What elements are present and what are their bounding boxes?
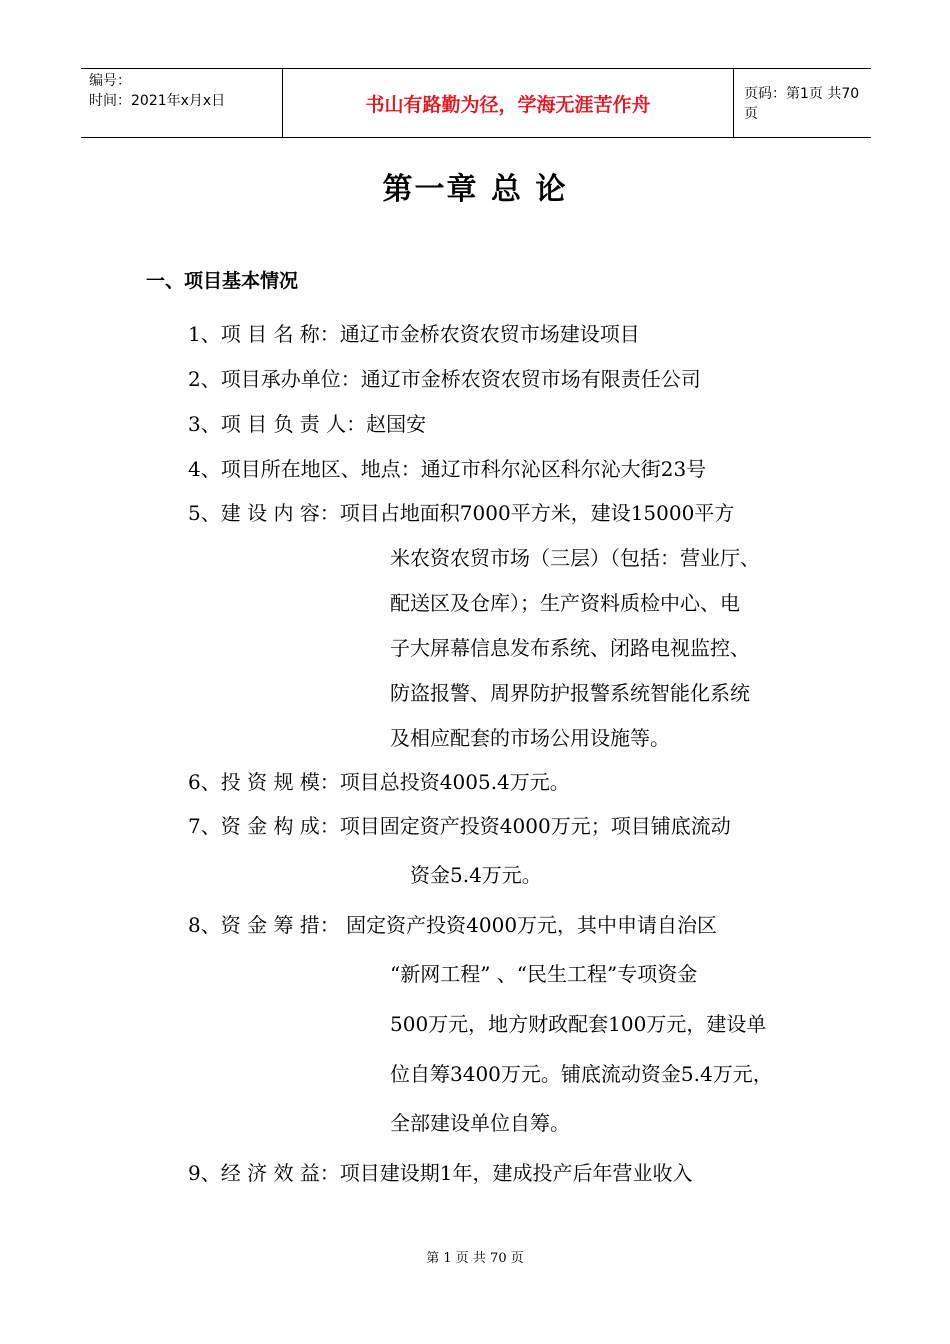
item-fund-raising-cont: 500万元，地方财政配套100万元，建设单: [390, 1012, 767, 1036]
page-footer: 第 1 页 共 70 页: [426, 1251, 524, 1266]
item-fund-raising-cont: 位自筹3400万元。铺底流动资金5.4万元，: [390, 1062, 773, 1086]
item-construction-content-cont: 防盗报警、周界防护报警系统智能化系统: [390, 681, 750, 705]
item-undertaking-unit: 2、项目承办单位：通辽市金桥农资农贸市场有限责任公司: [188, 367, 701, 391]
item-economic-benefit: 9、经 济 效 益：项目建设期1年，建成投产后年营业收入: [188, 1161, 693, 1185]
chapter-title: 第一章 总 论: [382, 172, 568, 207]
item-project-leader: 3、项 目 负 责 人：赵国安: [188, 412, 427, 436]
item-construction-content-cont: 子大屏幕信息发布系统、闭路电视监控、: [390, 636, 750, 660]
item-construction-content-cont: 配送区及仓库）；生产资料质检中心、电: [390, 591, 740, 615]
item-fund-raising: 8、资 金 筹 措： 固定资产投资4000万元，其中申请自治区: [188, 913, 718, 937]
header-motto: 书山有路勤为径，学海无涯苦作舟: [282, 69, 734, 137]
item-fund-raising-cont: “新网工程” 、“民生工程”专项资金: [390, 962, 698, 986]
item-construction-content-cont: 及相应配套的市场公用设施等。: [390, 726, 670, 750]
item-investment-scale: 6、投 资 规 模：项目总投资4005.4万元。: [188, 770, 570, 794]
item-fund-composition-cont: 资金5.4万元。: [410, 863, 542, 887]
header-meta: [81, 69, 282, 137]
page-header: [81, 68, 871, 138]
time-label: 时间：2021年x月x日: [89, 93, 226, 109]
item-fund-raising-cont: 全部建设单位自筹。: [390, 1111, 570, 1135]
item-fund-composition: 7、资 金 构 成：项目固定资产投资4000万元；项目铺底流动: [188, 814, 731, 838]
section-title: 一、项目基本情况: [146, 270, 299, 292]
item-construction-content: 5、建 设 内 容：项目占地面积7000平方米，建设15000平方: [188, 501, 735, 525]
item-project-name: 1、项 目 名 称：通辽市金桥农资农贸市场建设项目: [188, 322, 640, 346]
number-label: 编号：: [89, 73, 131, 89]
item-construction-content-cont: 米农资农贸市场（三层）（包括：营业厅、: [390, 546, 760, 570]
header-page-label: 页码：第1页 共70页: [744, 86, 860, 122]
item-project-location: 4、项目所在地区、地点：通辽市科尔沁区科尔沁大街23号: [188, 457, 707, 481]
